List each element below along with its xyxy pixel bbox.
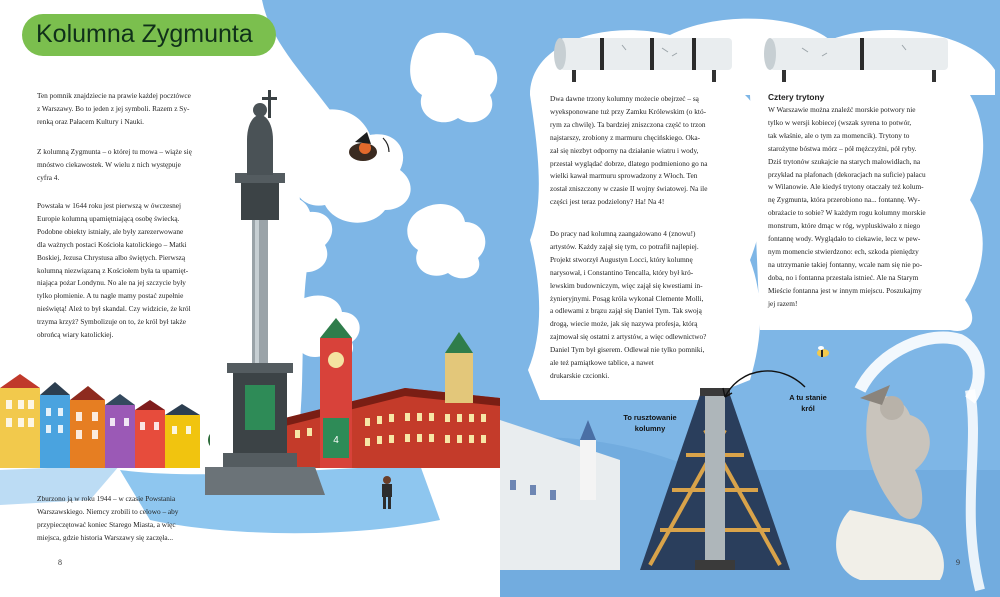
text-line: niająca pożar Londynu. No ale na jej szczycie były bbox=[37, 278, 186, 288]
text-line: Podobne obiekty istniały, ale były zarezerwowane bbox=[37, 226, 184, 236]
text-line: Mieście fontanna jest w innym miejscu. Poszukajmy bbox=[768, 285, 922, 295]
text-line: monstrum, które dmąc w róg, wypluskiwało z niego bbox=[768, 221, 921, 231]
text-line: tylko płomienie. A tu nagle mamy postać zupełnie bbox=[37, 291, 184, 301]
text-line: Warszawskiego. Niemcy zrobili to celowo – aby bbox=[37, 506, 179, 516]
text-line: wielki kawał marmuru sprowadzony z Włoch. Ten bbox=[550, 171, 698, 181]
text-line: Powstała w 1644 roku jest pierwszą w ówczesnej bbox=[37, 201, 182, 210]
text-line: lewskim budowniczym, więc zajął się kwestiami in- bbox=[550, 280, 703, 290]
text-line: mnóstwo ciekawostek. W wielu z nich występuje bbox=[37, 159, 181, 169]
text-line: miejsca, gdzie historia Warszawy się zaczęła... bbox=[37, 532, 174, 542]
label-line: kolumny bbox=[634, 424, 666, 433]
history-paragraph bbox=[37, 200, 267, 342]
text-line: rym za chwilę). Ta bardziej zniszczona część to trzon bbox=[550, 119, 706, 129]
page-title: Kolumna Zygmunta bbox=[36, 20, 253, 48]
text-line: części jest teraz podzielony? Ha! Na 4! bbox=[550, 197, 665, 207]
text-line: dla ważnych postaci Kościoła katolickiego – Matki bbox=[37, 239, 187, 249]
tritons-paragraph bbox=[768, 104, 978, 311]
text-line: tylko w wersji kobiecej (wszak syrena to potwór, bbox=[768, 117, 912, 127]
text-line: narysował, i Constantino Tencalla, który był kró- bbox=[550, 267, 694, 277]
triton-fountain bbox=[820, 330, 1000, 597]
destruction-paragraph bbox=[37, 493, 277, 545]
old-column-shafts bbox=[552, 30, 962, 85]
number-four-paragraph bbox=[37, 146, 267, 185]
text-line: cyfra 4. bbox=[37, 172, 60, 182]
text-line: W Warszawie można znaleźć morskie potwory nie bbox=[768, 105, 916, 114]
scaffold-illustration bbox=[500, 370, 820, 597]
king-label bbox=[778, 392, 838, 414]
text-line: Dwa dawne trzony kolumny możecie obejrzeć – są bbox=[550, 94, 699, 103]
text-line: jej razem! bbox=[768, 298, 798, 308]
flying-bird bbox=[345, 130, 395, 170]
text-line: na utrzymanie takiej fontanny, wcale nam się nie po- bbox=[768, 259, 923, 269]
old-town-houses bbox=[0, 370, 210, 470]
text-line: ale też pamiątkowe tablice, a nawet bbox=[550, 358, 654, 368]
text-line: obrońcą wiary katolickiej. bbox=[37, 330, 114, 340]
text-line: Dziś trytonów szukajcie na starych malowidłach, na bbox=[768, 156, 921, 166]
text-line: Ten pomnik znajdziecie na prawie każdej pocztówce bbox=[37, 91, 191, 100]
text-line: Zburzono ją w roku 1944 – w czasie Powstania bbox=[37, 494, 176, 503]
artists-paragraph bbox=[550, 228, 755, 383]
text-line: najstarszy, zrobiony z marmuru chęcińskiego. Oka- bbox=[550, 132, 701, 142]
text-line: Daniel Tym był giserem. Odlewał nie tylko pomniki, bbox=[550, 345, 705, 355]
text-line: zajmował się ostatni z artystów, a więc odlewnictwo? bbox=[550, 332, 707, 342]
column-shafts-paragraph bbox=[550, 93, 755, 209]
text-line: z Warszawy. Bo to jeden z jej symboli. Razem z Sy- bbox=[37, 103, 190, 113]
text-line: obrażacie to sobie? W każdym rogu kolumny morskie bbox=[768, 208, 926, 218]
right-page bbox=[500, 0, 1000, 597]
text-line: w Wilanowie. Ale kiedyś trytony otaczały też kolum- bbox=[768, 182, 924, 192]
text-line: artystów. Każdy zajął się tym, co potrafił najlepiej. bbox=[550, 241, 699, 251]
bee-icon bbox=[815, 345, 831, 359]
text-line: trzyma krzyż? Symbolizuje on to, że król był także bbox=[37, 317, 186, 327]
tourist-figure bbox=[378, 475, 396, 511]
text-line: doba, no i fontanna przestała istnieć. Ale na Starym bbox=[768, 272, 919, 282]
text-line: Boskiej, Jezusa Chrystusa albo świętych. Pierwszą bbox=[37, 252, 186, 262]
text-line: Projekt stworzył Augustyn Locci, który kolumnę bbox=[550, 254, 693, 264]
text-line: drogą, wiecie może, jak się nazywa profesja, którą bbox=[550, 319, 698, 329]
text-line: drukarskie czcionki. bbox=[550, 370, 610, 380]
text-line: przypieczętować koniec Starego Miasta, a więc bbox=[37, 519, 176, 529]
text-line: a odlewami z brązu zajął się Daniel Tym. Tak swoją bbox=[550, 306, 702, 316]
tritons-subtitle: Cztery trytony bbox=[768, 92, 825, 102]
label-line: To rusztowanie bbox=[623, 413, 677, 422]
page-number-right: 9 bbox=[956, 558, 960, 567]
page-number-left: 8 bbox=[58, 558, 62, 567]
text-line: przykład na plafonach (dekoracjach na suficie) pałacu bbox=[768, 169, 926, 179]
text-line: Europie kolumną upamiętniającą osobę świecką. bbox=[37, 213, 180, 223]
text-line: został zniszczony w czasie II wojny światowej. Na ile bbox=[550, 184, 708, 194]
text-line: fontannę wody. Wyglądało to ciekawie, lecz w pew- bbox=[768, 234, 921, 244]
text-line: starożytne bóstwa mórz – pół mężczyźni, pół ryby. bbox=[768, 143, 917, 153]
text-line: nieświętą! Ależ to był skandal. Czy widzicie, że król bbox=[37, 304, 191, 314]
text-line: wyeksponowane tuż przy Zamku Królewskim (o któ- bbox=[550, 106, 707, 116]
castle-clock-digit: 4 bbox=[333, 435, 339, 446]
scaffold-label bbox=[612, 412, 688, 434]
text-line: nym momencie stwierdzono: ech, szkoda pieniędzy bbox=[768, 246, 919, 256]
text-line: nę Zygmunta, która przerobiono na... fontannę. Wy- bbox=[768, 195, 921, 205]
text-line: żynieryjnymi. Posąg króla wykonał Clemente Molli, bbox=[550, 293, 704, 303]
intro-paragraph bbox=[37, 90, 267, 129]
text-line: Do pracy nad kolumną zaangażowano 4 (znowu!) bbox=[550, 229, 696, 238]
text-line: tak właśnie, ale o tym za momencik). Trytony to bbox=[768, 130, 910, 140]
text-line: renką oraz Pałacem Kultury i Nauki. bbox=[37, 116, 144, 126]
text-line: Z kolumną Zygmunta – o której tu mowa – wiąże się bbox=[37, 147, 192, 156]
text-line: kolumną niezwiązaną z Kościołem była ta upamięt- bbox=[37, 265, 189, 275]
text-line: zał się niezbyt odporny na działanie wiatru i wody, bbox=[550, 145, 699, 155]
text-line: przestał wyglądać dobrze, dlatego podmieniono go na bbox=[550, 158, 708, 168]
label-line: A tu stanie bbox=[789, 393, 827, 402]
label-line: król bbox=[801, 404, 815, 413]
